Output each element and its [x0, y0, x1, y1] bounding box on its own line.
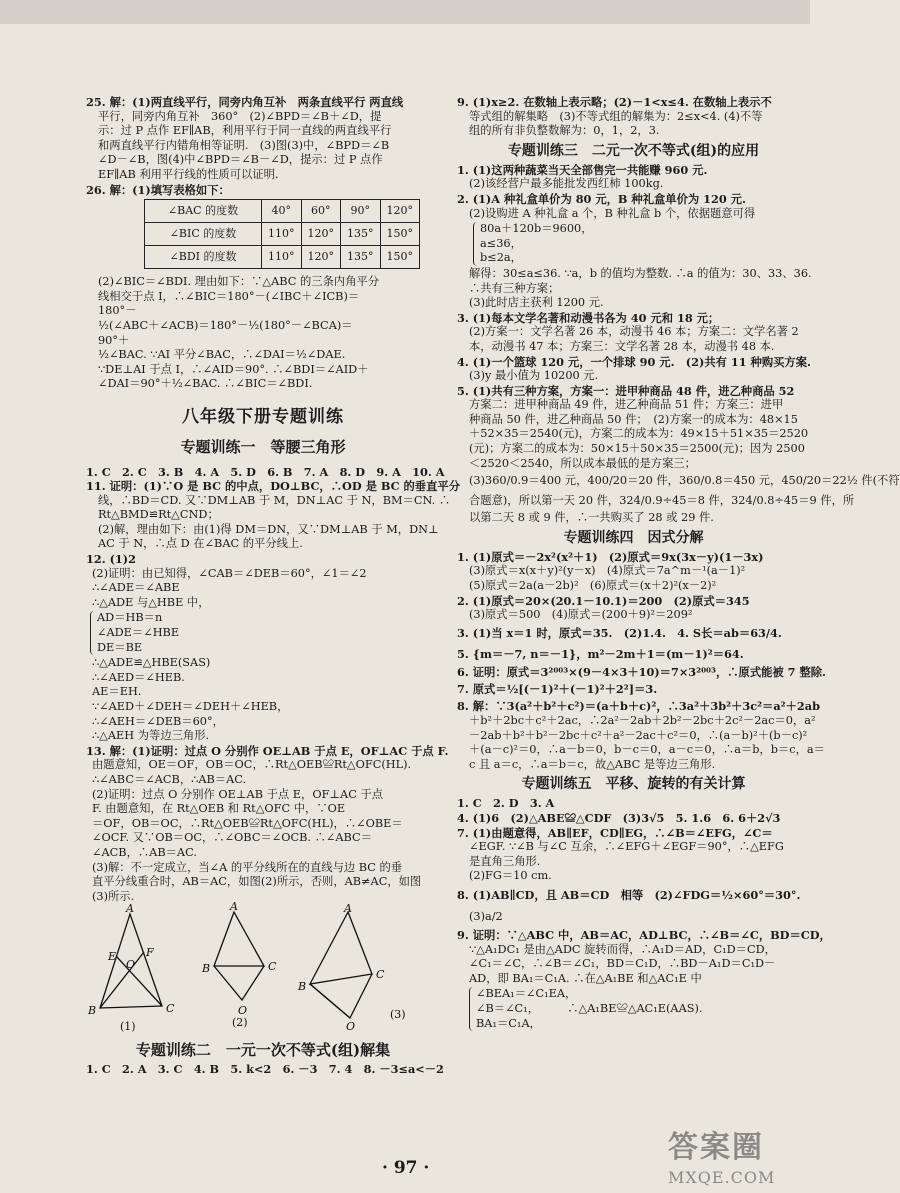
- text-line: ½∠BAC. ∵AI 平分∠BAC，∴∠DAI＝½∠DAE.: [98, 348, 346, 362]
- text-line: (2)FG＝10 cm.: [469, 869, 552, 883]
- table-cell: 60°: [301, 200, 341, 223]
- fig1-label-b: B: [88, 1004, 97, 1018]
- section-title-1: 专题训练一 等腰三角形: [180, 437, 346, 456]
- text-line: DE＝BE: [97, 640, 143, 654]
- table-row: [145, 223, 420, 246]
- text-line: (3)y 最小值为 10200 元.: [469, 369, 599, 383]
- text-line: (3)解：不一定成立，当∠A 的平分线所在的直线与边 BC 的垂: [92, 860, 403, 874]
- text-line: (2)设购进 A 种礼盒 a 个，B 种礼盒 b 个，依据题意可得: [469, 206, 756, 220]
- text-line: 和两直线平行内错角相等证明. (3)图(3)中，∠BPD＝∠B: [98, 138, 390, 152]
- text-line: AD，即 BA₁＝C₁A. ∴在△A₁BE 和△AC₁E 中: [469, 971, 702, 985]
- text-line: ∴△AEH 为等边三角形.: [92, 729, 210, 743]
- text-line: ∴∠AEH＝∠DEB＝60°，: [92, 714, 224, 728]
- text-line: ∴△ADE≌△HBE(SAS): [92, 656, 211, 670]
- text-line: 12. (1)2: [86, 552, 136, 567]
- text-line: (2)解，理由如下：由(1)得 DM＝DN，又∵DM⊥AB 于 M，DN⊥: [98, 522, 439, 536]
- text-line: 8. (1)AB∥CD，且 AB＝CD 相等 (2)∠FDG＝½×60°＝30°.: [457, 887, 801, 902]
- text-line: ∠ACB，∴AB＝AC.: [92, 845, 197, 859]
- text-line: ＋b²＋2bc＋c²＋2ac，∴2a²－2ab＋2b²－2bc＋2c²－2ac＝0，a²: [469, 714, 816, 727]
- text-line: 9. (1)x≥2. 在数轴上表示略；(2)－1<x≤4. 在数轴上表示不: [457, 95, 772, 109]
- text-line: (3)原式＝x(x＋y)²(y－x) (4)原式＝7a^m－¹(a－1)²: [469, 564, 746, 578]
- fig1-caption: (1): [120, 1020, 136, 1034]
- degree-table: [144, 199, 420, 269]
- section-title-5: 专题训练五 平移、旋转的有关计算: [521, 776, 746, 793]
- answer-25: [86, 95, 440, 183]
- text-line: (2)证明：由已知得，∠CAB＝∠DEB＝60°，∠1＝∠2: [92, 566, 367, 580]
- text-line: －2ab＋b²＋b²－2bc＋c²＋a²－2ac＋c²＝0，∴(a－b)²＋(b－c)²: [469, 728, 808, 742]
- text-line: 合题意)，所以第一天 20 件，324/0.9÷45＝8 件，324/0.8÷45＝9 件，所: [469, 494, 855, 508]
- text-line: (3)原式＝500 (4)原式＝(200＋9)²＝209²: [469, 608, 693, 622]
- text-line: ∴△ADE 与△HBE 中，: [92, 595, 210, 609]
- text-line: BA₁＝C₁A，: [476, 1016, 541, 1030]
- text-line: 本，动漫书 47 本；方案三：文学名著 28 本，动漫书 48 本.: [469, 339, 775, 353]
- text-line: AC 于 N，∴点 D 在∠BAC 的平分线上.: [98, 537, 303, 551]
- table-row: [145, 200, 420, 223]
- text-line: 1. (1)这两种蔬菜当天全部售完一共能赚 960 元.: [457, 162, 708, 177]
- text-line: ∠BEA₁＝∠C₁EA，: [476, 987, 577, 1001]
- text-line: ∴∠AED＝∠HEB.: [92, 670, 185, 684]
- text-line: 方案二：进甲种商品 49 件，进乙种商品 51 件；方案三：进甲: [469, 398, 784, 412]
- text-line: Rt△BMD≌Rt△CND；: [98, 508, 219, 522]
- text-line: F. 由题意知，在 Rt△OEB 和 Rt△OFC 中，∵OE: [92, 802, 346, 816]
- watermark-logo: [668, 1122, 808, 1188]
- text-line: 4. (1)6 (2)△ABE≌△CDF (3)3√5 5. 1.6 6. 6＋2√3: [457, 810, 781, 825]
- fig3-bottom-lines: [310, 974, 372, 1018]
- text-line: (2)该经营户最多能批发西红柿 100kg.: [469, 177, 664, 191]
- table-cell: ∠BAC 的度数: [145, 200, 262, 223]
- text-line: ∴共有三种方案；: [469, 281, 560, 295]
- text-line: (2)∠BIC＝∠BDI. 理由如下：∵△ABC 的三条内角平分: [98, 275, 380, 289]
- equation-brace: [90, 611, 440, 655]
- fig1-line-ce: [116, 956, 162, 1006]
- fig3-label-a: A: [344, 902, 352, 916]
- text-line: 以第二天 8 或 9 件，∴一共购买了 28 或 29 件.: [469, 511, 714, 525]
- table-cell: 120°: [380, 200, 420, 223]
- text-line: ∴∠ADE＝∠ABE: [92, 581, 180, 595]
- text-line: ∵DE⊥AI 于点 I，∴∠AID＝90°. ∴∠BDI＝∠AID＋: [98, 362, 369, 376]
- text-line: EF∥AB 利用平行线的性质可以证明.: [98, 167, 279, 181]
- fig1-label-o: O: [126, 958, 136, 972]
- fig2-label-o: O: [238, 1004, 248, 1018]
- text-line: ∠DAI＝90°＋½∠BAC. ∴∠BIC＝∠BDI.: [98, 377, 313, 391]
- text-line: b≤2a，: [480, 251, 522, 265]
- text-line: 25. 解：(1)两直线平行，同旁内角互补 两条直线平行 两直线: [86, 95, 404, 109]
- fig3-label-b: B: [298, 980, 307, 994]
- fig2-label-a: A: [230, 900, 238, 914]
- text-line: 线相交于点 I，∴∠BIC＝180°－(∠IBC＋∠ICB)＝: [98, 289, 360, 303]
- text-line: 3. (1)每本文学名著和动漫书各为 40 元和 18 元；: [457, 310, 720, 325]
- text-line: 180°－: [98, 304, 137, 318]
- section-title-3: 专题训练三 二元一次不等式(组)的应用: [507, 142, 760, 159]
- table-cell: 150°: [380, 246, 420, 269]
- text-line: 5. (1)共有三种方案，方案一：进甲种商品 48 件，进乙种商品 52: [457, 383, 795, 398]
- text-line: 80a＋120b＝9600，: [480, 222, 593, 236]
- section-4-body: [457, 549, 826, 773]
- section-5-body: [457, 796, 831, 1031]
- right-column: [457, 95, 900, 1032]
- fig2-caption: (2): [232, 1016, 248, 1030]
- fig3-line: [310, 984, 350, 1018]
- text-line: ∠EGF. ∵∠B 与∠C 互余，∴∠EFG＋∠EGF＝90°，∴△EFG: [469, 840, 784, 854]
- text-line: ＋(a－c)²＝0，∴a－b＝0，b－c＝0，a－c＝0，∴a＝b，b＝c，a＝: [469, 743, 825, 757]
- text-line: (3)此时店主获利 1200 元.: [469, 296, 604, 310]
- fig2-top-triangle: [214, 912, 264, 966]
- table-cell: ∠BIC 的度数: [145, 223, 262, 246]
- page-top-shadow: [0, 0, 810, 24]
- table-cell: 135°: [341, 223, 381, 246]
- fig3-top-triangle: [310, 912, 372, 984]
- text-line: c 且 a＝c，∴a＝b＝c，故△ABC 是等边三角形.: [469, 757, 716, 771]
- triangle-figures-svg: [86, 900, 440, 1034]
- text-line: 示：过 P 点作 EF∥AB，利用平行于同一直线的两直线平行: [98, 124, 392, 138]
- text-line: ∴∠ABC＝∠ACB，∴AB＝AC.: [92, 772, 247, 786]
- text-line: 种商品 50 件，进乙种商品 50 件； (2)方案一的成本为：48×15: [469, 412, 798, 426]
- text-line: 1. (1)原式＝－2x²(x²＋1) (2)原式＝9x(3x－y)(1－3x): [457, 549, 764, 564]
- text-line: 1. C 2. D 3. A: [457, 796, 555, 811]
- text-line: 2. (1)A 种礼盒单价为 80 元，B 种礼盒单价为 120 元.: [457, 191, 746, 206]
- text-line: 90°＋: [98, 333, 130, 347]
- text-line: ＋52×35＝2540(元)，方案二的成本为：49×15＋51×35＝2520: [469, 427, 809, 441]
- text-line: ∵△A₁DC₁ 是由△ADC 旋转而得，∴A₁D＝AD，C₁D＝CD，: [469, 942, 776, 956]
- text-line: (2)方案一：文学名著 26 本，动漫书 46 本；方案二：文学名著 2: [469, 325, 799, 339]
- table-cell: 90°: [341, 200, 381, 223]
- section-title-2: 专题训练二 一元一次不等式(组)解集: [135, 1041, 391, 1060]
- table-cell: 150°: [380, 223, 420, 246]
- text-line: 2. (1)原式＝20×(20.1－10.1)＝200 (2)原式＝345: [457, 593, 750, 608]
- answer-26-heading: 26. 解：(1)填写表格如下：: [86, 182, 230, 197]
- text-line: ∠OCF. 又∵OB＝OC，∴∠OBC＝∠OCB. ∴∠ABC＝: [92, 831, 372, 845]
- text-line: ∠ADE＝∠HBE: [97, 626, 180, 640]
- table-cell: ∠BDI 的度数: [145, 246, 262, 269]
- text-line: 5. {m＝－7, n＝－1}，m²－2m＋1＝(m－1)²＝64.: [457, 646, 744, 661]
- text-line: AD＝HB＝n: [97, 611, 163, 625]
- text-line: 等式组的解集略 (3)不等式组的解集为：2≤x<4. (4)不等: [469, 109, 763, 123]
- text-line: 由题意知，OE＝OF，OB＝OC，∴Rt△OEB≌Rt△OFC(HL).: [92, 758, 412, 772]
- section-2-answers: 1. C 2. A 3. C 4. B 5. k<2 6. －3 7. 4 8. －3≤a<－2: [86, 1062, 444, 1077]
- fig2-label-b: B: [202, 962, 211, 976]
- table-row: [145, 246, 420, 269]
- text-line: 直平分线重合时，AB＝AC，如图(2)所示，否则，AB≠AC，如图: [92, 875, 422, 889]
- text-line: (3)360/0.9＝400 元，400/20＝20 件，360/0.8＝450 元，450/20＝22½ 件(不符: [469, 474, 900, 488]
- text-line: 是直角三角形.: [469, 854, 541, 868]
- text-line: (5)原式＝2a(a－2b)² (6)原式＝(x＋2)²(x－2)²: [469, 579, 717, 593]
- page-number: · 97 ·: [382, 1158, 430, 1178]
- fig2-label-c: C: [268, 960, 277, 974]
- fig3-label-o: O: [346, 1020, 356, 1034]
- triangle-figures: [86, 900, 440, 1034]
- watermark-line1: 答案圈: [668, 1130, 764, 1165]
- text-line: 13. 解：(1)证明：过点 O 分别作 OE⊥AB 于点 E，OF⊥AC 于点 F.: [86, 743, 449, 758]
- text-line: ∠C₁＝∠C，∴∠B＝∠C₁，BD＝C₁D，∴BD－A₁D＝C₁D－: [469, 957, 776, 971]
- text-line: (元)；方案二的成本为：50×15＋50×35＝2500(元)；因为 2500: [469, 442, 805, 456]
- text-line: (3)所示.: [92, 889, 135, 903]
- text-line: 线，∴BD＝CD. 又∵DM⊥AB 于 M，DN⊥AC 于 N，BM＝CN. ∴: [98, 493, 451, 507]
- fig2-bottom-lines: [214, 966, 264, 1000]
- text-line: 组的所有非负整数解为：0，1，2，3.: [469, 124, 660, 138]
- text-line: ∵∠AED＋∠DEH＝∠DEH＋∠HEB，: [92, 700, 289, 713]
- fig3-label-c: C: [376, 968, 385, 982]
- text-line: 6. 证明：原式＝3²⁰⁰³×(9－4×3＋10)＝7×3²⁰⁰³，∴原式能被 7 整除.: [457, 664, 826, 679]
- text-line: 9. 证明：∵△ABC 中，AB＝AC，AD⊥BC，∴∠B＝∠C，BD＝CD，: [457, 927, 831, 942]
- fig3-caption: (3): [390, 1008, 406, 1022]
- text-line: 平行，同旁内角互补 360° (2)∠BPD＝∠B＋∠D，提: [98, 109, 382, 123]
- section-3-body: [457, 162, 900, 526]
- left-column: [86, 95, 460, 1077]
- text-line: 1. C 2. C 3. B 4. A 5. D 6. B 7. A 8. D 9. A 10. A: [86, 464, 445, 479]
- text-line: 4. (1)一个篮球 120 元，一个排球 90 元. (2)共有 11 种购买方案.: [457, 354, 811, 369]
- text-line: ∠D－∠B，图(4)中∠BPD＝∠B－∠D，提示：过 P 点作: [98, 153, 383, 167]
- equation-brace: [469, 987, 810, 1031]
- text-line: a≤36，: [480, 236, 522, 250]
- text-line: 解得：30≤a≤36. ∵a，b 的值均为整数. ∴a 的值为：30、33、36.: [469, 266, 812, 280]
- table-cell: 135°: [341, 246, 381, 269]
- table-cell: 110°: [262, 246, 302, 269]
- text-line: 8. 解：∵3(a²＋b²＋c²)＝(a＋b＋c)²，∴3a²＋3b²＋3c²＝a²＋2ab: [457, 699, 820, 714]
- equation-brace: [473, 222, 810, 266]
- section-1-body: [86, 464, 460, 905]
- watermark-line2: MXQE.COM: [668, 1168, 776, 1187]
- fig1-label-e: E: [108, 950, 117, 964]
- fig1-label-f: F: [146, 946, 154, 960]
- table-cell: 120°: [301, 246, 341, 269]
- fig1-label-c: C: [166, 1002, 175, 1016]
- text-line: 3. (1)当 x＝1 时，原式＝35. (2)1.4. 4. S长＝ab＝63/4.: [457, 625, 782, 640]
- text-line: ＜2520＜2540，所以成本最低的是方案三；: [469, 456, 696, 470]
- text-line: (3)a/2: [469, 909, 503, 923]
- grade-section-title: 八年级下册专题训练: [182, 406, 344, 427]
- text-line: 11. 证明：(1)∵O 是 BC 的中点，DO⊥BC，∴OD 是 BC 的垂直平分: [86, 479, 460, 494]
- text-line: (2)证明：过点 O 分别作 OE⊥AB 于点 E，OF⊥AC 于点: [92, 787, 384, 801]
- text-line: ½(∠ABC＋∠ACB)＝180°－½(180°－∠BCA)＝: [98, 318, 353, 332]
- answer-26-body: [86, 275, 440, 392]
- fig1-label-a: A: [126, 902, 134, 916]
- table-cell: 120°: [301, 223, 341, 246]
- table-cell: 110°: [262, 223, 302, 246]
- text-line: 7. 原式＝½[(－1)²＋(－1)²＋2²]＝3.: [457, 682, 658, 697]
- section-title-4: 专题训练四 因式分解: [563, 529, 704, 546]
- table-cell: 40°: [262, 200, 302, 223]
- text-line: ＝OF，OB＝OC，∴Rt△OEB≌Rt△OFC(HL)，∴∠OBE＝: [92, 816, 403, 830]
- text-line: ∠B＝∠C₁， ∴△A₁BE≌△AC₁E(AAS).: [476, 1001, 703, 1015]
- text-line: 7. (1)由题意得，AB∥EF，CD∥EG，∴∠B＝∠EFG，∠C＝: [457, 825, 773, 840]
- text-line: AE＝EH.: [92, 685, 142, 699]
